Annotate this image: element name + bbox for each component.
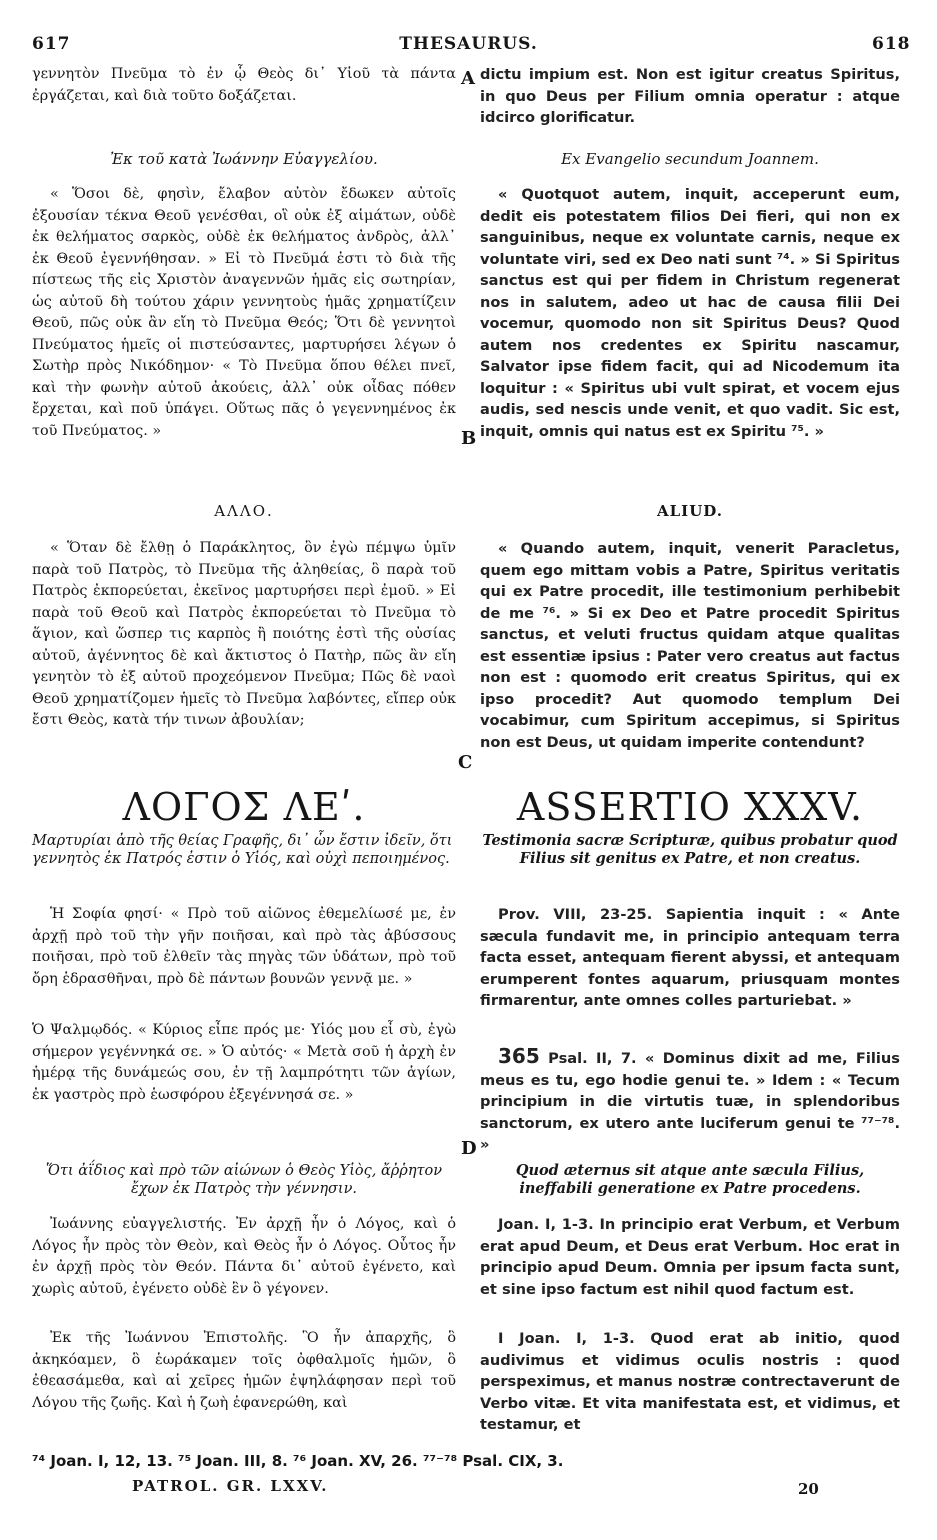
latin-heading-gospel: Ex Evangelio secundum Joannem. xyxy=(561,150,819,168)
margin-letter-b: B xyxy=(461,428,477,449)
page-number-left: 617 xyxy=(32,34,71,54)
latin-paragraph-4: 365 Psal. II, 7. « Dominus dixit ad me, Filius meus es tu, ego hodie genui te. » Idem : « Tecum principium in die virtutis tuæ, in splendoribus sanctorum, ex utero ante luciferum genui te ⁷⁷⁻⁷⁸. » xyxy=(480,1044,900,1153)
latin-paragraph-5: Joan. I, 1-3. In principio erat Verbum, et Verbum erat apud Deum, et Deus erat Verbum. Hoc erat in principio apud Deum. Omnia per ipsum facta sunt, et sine ipso factum est nihil quod factum est. xyxy=(480,1216,900,1298)
greek-intro: γεννητὸν Πνεῦμα τὸ ἐν ᾧ Θεὸς δι᾿ Υἱοῦ τὰ πάντα ἐργάζεται, καὶ διὰ τοῦτο δοξάζεται. xyxy=(32,66,456,104)
greek-logos-title: ΛΟΓΟΣ ΛΕʹ. xyxy=(122,785,366,829)
greek-heading-allo: ΑΛΛΟ. xyxy=(214,502,274,520)
latin-paragraph-6: I Joan. I, 1-3. Quod erat ab initio, quod audivimus et vidimus oculis nostris : quod perspeximus, et manus nostræ contrectaverunt de Verbo vitæ. Et vita manifestata est, et vidimus, et testamur, et xyxy=(480,1330,900,1433)
greek-paragraph-3: Ἡ Σοφία φησί· « Πρὸ τοῦ αἰῶνος ἐθεμελίωσέ με, ἐν ἀρχῇ πρὸ τοῦ τὴν γῆν ποιῆσαι, καὶ πρὸ τὰς ἀβύσσους ποιῆσαι, πρὸ τοῦ ἐλθεῖν τὰς πηγὰς τῶν ὑδάτων, πρὸ τοῦ ὄρη ἑδρασθῆναι, πρὸ δὲ πάντων βουνῶν γεννᾷ με. » xyxy=(32,906,456,987)
greek-paragraph-5: Ἰωάννης εὐαγγελιστής. Ἐν ἀρχῇ ἦν ὁ Λόγος, καὶ ὁ Λόγος ἦν πρὸς τὸν Θεὸν, καὶ Θεὸς ἦν ὁ Λόγος. Οὗτος ἦν ἐν ἀρχῇ πρὸς τὸν Θεόν. Πάντα δι᾿ αὐτοῦ ἐγένετο, καὶ χωρὶς αὐτοῦ, ἐγένετο οὐδὲ ἓν ὃ γέγονεν. xyxy=(32,1216,456,1297)
margin-letter-d: D xyxy=(461,1138,477,1159)
latin-subtitle-1: Testimonia sacræ Scripturæ, quibus probatur quod Filius sit genitus ex Patre, et non creatus. xyxy=(482,832,898,867)
page-number-right: 618 xyxy=(872,34,911,54)
latin-heading-aliud: ALIUD. xyxy=(657,502,723,520)
margin-letter-a: A xyxy=(461,68,475,89)
footnotes: ⁷⁴ Joan. I, 12, 13. ⁷⁵ Joan. III, 8. ⁷⁶ Joan. XV, 26. ⁷⁷⁻⁷⁸ Psal. CIX, 3. xyxy=(32,1452,564,1470)
margin-letter-c: C xyxy=(458,752,473,773)
greek-heading-gospel: Ἐκ τοῦ κατὰ Ἰωάννην Εὐαγγελίου. xyxy=(110,150,378,168)
series-signature: PATROL. GR. LXXV. xyxy=(132,1477,329,1495)
greek-paragraph-2: « Ὅταν δὲ ἔλθῃ ὁ Παράκλητος, ὃν ἐγὼ πέμψω ὑμῖν παρὰ τοῦ Πατρὸς, τὸ Πνεῦμα τῆς ἀληθείας, ὃ παρὰ τοῦ Πατρὸς ἐκπορεύεται, ἐκεῖνος μαρτυρήσει περὶ ἐμοῦ. » Εἰ παρὰ τοῦ Θεοῦ καὶ Πατρὸς ἐκπορεύεται τὸ Πνεῦμα τὸ ἅγιον, καὶ ὥσπερ τις καρπὸς ἢ ποιότης ἐστὶ τῆς οὐσίας αὐτοῦ, ἀγέννητος δὲ καὶ ἄκτιστος ὁ Πατὴρ, πῶς ἂν εἴη γενητὸν τὸ ἐξ αὐτοῦ προχεόμενον Πνεῦμα; Πῶς δὲ ναοὶ Θεοῦ χρηματίζομεν ἡμεῖς τὸ Πνεῦμα λαβόντες, εἴπερ οὐκ ἔστι Θεὸς, κατὰ τήν τινων ἀβουλίαν; xyxy=(32,540,456,728)
latin-intro: dictu impium est. Non est igitur creatus Spiritus, in quo Deus per Filium omnia operatur : atque idcirco glorificatur. xyxy=(480,66,900,126)
greek-paragraph-6: Ἐκ τῆς Ἰωάννου Ἐπιστολῆς. Ὃ ἦν ἀπαρχῆς, ὃ ἀκηκόαμεν, ὃ ἑωράκαμεν τοῖς ὀφθαλμοῖς ἡμῶν, ὃ ἐθεασάμεθα, καὶ αἱ χεῖρες ἡμῶν ἐψηλάφησαν περὶ τοῦ Λόγου τῆς ζωῆς. Καὶ ἡ ζωὴ ἐφανερώθη, καὶ xyxy=(32,1330,456,1411)
latin-paragraph-3: Prov. VIII, 23-25. Sapientia inquit : « Ante sæcula fundavit me, in principio antequam terra facta esset, antequam fierent abyssi, et antequam erumperent fontes aquarum, priusquam montes firmarentur, ante omnes colles parturiebat. » xyxy=(480,906,900,1009)
latin-paragraph-1: « Quotquot autem, inquit, acceperunt eum, dedit eis potestatem filios Dei fieri, qui non ex sanguinibus, neque ex voluntate carnis, neque ex voluntate viri, sed ex Deo nati sunt ⁷⁴. » Si Spiritus sanctus est qui per fidem in Christum regenerat nos in salutem, adeo ut hac de causa filii Dei vocemur, quomodo non sit Spiritus Deus? Quod autem nos credentes ex Spiritu nascamur, Salvator ipse fidem facit, qui ad Nicodemum ita loquitur : « Spiritus ubi vult spirat, et vocem ejus audis, sed nescis unde venit, et quo vadit. Sic est, inquit, omnis qui natus est ex Spiritu ⁷⁵. » xyxy=(480,186,900,440)
greek-subtitle-1: Μαρτυρίαι ἀπὸ τῆς θείας Γραφῆς, δι᾿ ὧν ἔστιν ἰδεῖν, ὅτι γεννητὸς ἐκ Πατρός ἐστιν ὁ Υἱός, καὶ οὐχὶ πεποιημένος. xyxy=(32,833,453,867)
greek-subtitle-2: Ὅτι ἀΐδιος καὶ πρὸ τῶν αἰώνων ὁ Θεὸς Υἱὸς, ἄῤῥητον ἔχων ἐκ Πατρὸς τὴν γέννησιν. xyxy=(45,1163,443,1197)
latin-subtitle-2: Quod æternus sit atque ante sæcula Filius, ineffabili generatione ex Patre procedens. xyxy=(515,1162,865,1197)
column-number-365: 365 xyxy=(498,1044,540,1068)
running-title: THESAURUS. xyxy=(399,34,538,54)
sheet-number: 20 xyxy=(798,1480,819,1498)
greek-paragraph-1: « Ὅσοι δὲ, φησὶν, ἔλαβον αὐτὸν ἔδωκεν αὐτοῖς ἐξουσίαν τέκνα Θεοῦ γενέσθαι, οἳ οὐκ ἐξ αἱμάτων, οὐδὲ ἐκ θελήματος σαρκὸς, οὐδὲ ἐκ θελήματος ἀνδρὸς, ἀλλ᾿ ἐκ Θεοῦ ἐγεννήθησαν. » Εἰ τὸ Πνεῦμά ἐστι τὸ διὰ τῆς πίστεως τῆς εἰς Χριστὸν ἀναγεννῶν ἡμᾶς εἰς σωτηρίαν, ὡς αὐτοῦ δὴ τούτου χάριν γεννητοὺς ἡμᾶς χρηματίζειν Θεοῦ, πῶς οὐκ ἂν εἴη τὸ Πνεῦμα Θεός; Ὅτι δὲ γεννητοὶ Πνεύματος ἡμεῖς οἱ πιστεύσαντες, μαρτυρήσει λέγων ὁ Σωτὴρ πρὸς Νικόδημον· « Τὸ Πνεῦμα ὅπου θέλει πνεῖ, καὶ τὴν φωνὴν αὐτοῦ ἀκούεις, ἀλλ᾿ οὐκ οἶδας πόθεν ἔρχεται, καὶ ποῦ ὑπάγει. Οὕτως πᾶς ὁ γεγεννημένος ἐκ τοῦ Πνεύματος. » xyxy=(32,186,456,439)
greek-paragraph-4: Ὁ Ψαλμῳδός. « Κύριος εἶπε πρός με· Υἱός μου εἶ σὺ, ἐγὼ σήμερον γεγέννηκά σε. » Ὁ αὐτός· « Μετὰ σοῦ ἡ ἀρχὴ ἐν ἡμέρᾳ τῆς δυνάμεώς σου, ἐν τῇ λαμπρότητι τῶν ἁγίων, ἐκ γαστρὸς πρὸ ἑωσφόρου ἐξεγέννησά σε. » xyxy=(32,1022,456,1103)
latin-assertio-title: ASSERTIO XXXV. xyxy=(516,785,864,829)
latin-paragraph-2: « Quando autem, inquit, venerit Paracletus, quem ego mittam vobis a Patre, Spiritus veritatis qui ex Patre procedit, ille testimonium perhibebit de me ⁷⁶. » Si ex Deo et Patre procedit Spiritus sanctus, et veluti fructus quidam atque qualitas est essentiæ ipsius : Pater vero creatus aut factus non est : quomodo erit creatus Spiritus, qui ex ipso procedit? Aut quomodo templum Dei vocabimur, cum Spiritum accepimus, si Spiritus non est Deus, ut quidam imperite contendunt? xyxy=(480,540,900,751)
